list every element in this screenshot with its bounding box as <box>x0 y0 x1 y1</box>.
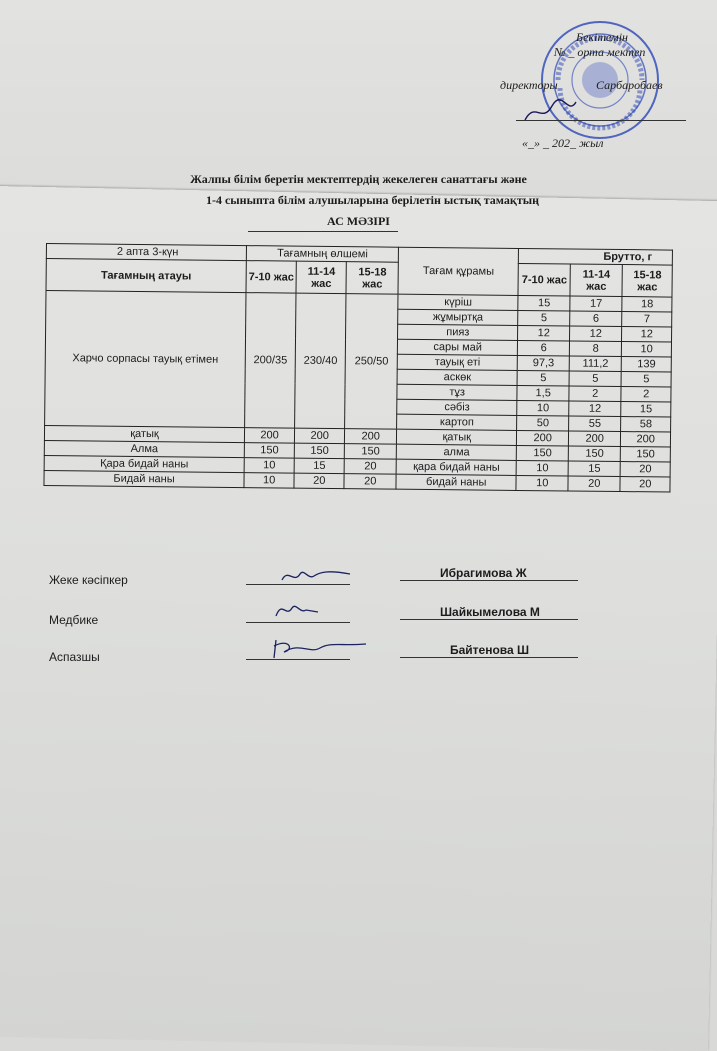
title-line-2: 1-4 сыныпта білім алушыларына берілетін ыстық тамақтың <box>205 193 539 207</box>
ingredient-value: 139 <box>621 357 671 373</box>
menu-table <box>43 243 673 493</box>
dish-portion: 150 <box>295 443 345 459</box>
dish-portion: 200 <box>295 428 345 444</box>
ingredient-value: 12 <box>569 401 621 417</box>
ingredient-value: 20 <box>620 477 670 493</box>
ingredient-value: 2 <box>621 387 671 403</box>
ingredient-value: 7 <box>622 312 672 328</box>
ingredient-value: 15 <box>568 461 620 477</box>
approval-line-1: Бекітемін <box>576 30 628 44</box>
measure-age-3: 15-18 жас <box>346 262 398 295</box>
dish-portion: 15 <box>294 458 344 474</box>
ingredient-value: 5 <box>569 371 621 387</box>
signature-name-cook: Байтенова Ш <box>450 643 530 657</box>
week-day-label: 2 апта 3-күн <box>46 244 246 261</box>
ingredient-value: 12 <box>570 326 622 342</box>
title-line-3: АС МӘЗІРІ <box>327 214 390 228</box>
ingredient-value: 200 <box>517 430 569 446</box>
signature-role-entrepreneur: Жеке кәсіпкер <box>49 573 128 587</box>
ingredient-value: 8 <box>570 341 622 357</box>
handwritten-signature-icon <box>278 564 353 588</box>
ingredient-value: 12 <box>518 325 570 341</box>
approval-line-3: директоры <box>500 78 558 92</box>
signature-line <box>400 657 578 658</box>
signature-name-entrepreneur: Ибрагимова Ж <box>440 566 527 580</box>
ingredient-name: алма <box>397 444 517 460</box>
dish-portion: 20 <box>294 473 344 489</box>
brutto-header: Брутто, г <box>519 248 673 265</box>
ingredient-name: жұмыртқа <box>398 309 518 325</box>
ingredient-value: 150 <box>620 447 670 463</box>
dish-name-header: Тағамның атауы <box>46 259 246 293</box>
ingredient-value: 6 <box>570 311 622 327</box>
ingredient-name: аскөк <box>397 369 517 385</box>
main-dish-portion-2: 230/40 <box>295 293 346 429</box>
ingredient-value: 17 <box>570 296 622 312</box>
dish-portion: 200 <box>345 429 397 445</box>
ingredient-value: 15 <box>518 295 570 311</box>
dish-portion: 10 <box>244 458 294 474</box>
main-dish-name: Харчо сорпасы тауық етімен <box>45 291 246 428</box>
ingredient-value: 1,5 <box>517 385 569 401</box>
dish-portion: 10 <box>244 473 294 489</box>
measure-header: Тағамның өлшемі <box>246 246 398 263</box>
approval-date: «_» _ 202_ жыл <box>522 136 604 150</box>
ingredient-value: 150 <box>568 446 620 462</box>
dish-name: Алма <box>44 440 244 457</box>
ingredient-value: 6 <box>518 340 570 356</box>
director-signature-icon <box>520 96 580 126</box>
ingredient-name: бидай наны <box>396 474 516 490</box>
signature-role-cook: Аспазшы <box>49 650 100 664</box>
ingredient-value: 10 <box>517 400 569 416</box>
ingredient-value: 200 <box>569 431 621 447</box>
ingredient-name: қатық <box>397 429 517 445</box>
ingredient-name: қара бидай наны <box>396 459 516 475</box>
ingredient-name: сәбіз <box>397 399 517 415</box>
ingredient-value: 10 <box>622 342 672 358</box>
dish-portion: 20 <box>344 474 396 490</box>
ingredient-value: 150 <box>516 445 568 461</box>
measure-age-1: 7-10 жас <box>246 261 297 294</box>
handwritten-signature-icon <box>270 636 370 662</box>
signature-line <box>400 580 578 581</box>
main-dish-portion-1: 200/35 <box>245 293 297 429</box>
ingredient-value: 200 <box>621 432 671 448</box>
dish-name: Қара бидай наны <box>44 455 244 472</box>
ingredient-name: күріш <box>398 294 518 310</box>
ingredient-name: сары май <box>398 339 518 355</box>
ingredient-value: 15 <box>621 402 671 418</box>
ingredient-value: 10 <box>516 460 568 476</box>
dish-portion: 200 <box>244 428 294 444</box>
ingredient-value: 97,3 <box>517 355 569 371</box>
ingredient-value: 58 <box>621 417 671 433</box>
ingredient-value: 20 <box>620 462 670 478</box>
dish-portion: 150 <box>345 444 397 460</box>
dish-portion: 150 <box>244 443 294 459</box>
signature-role-nurse: Медбике <box>49 613 99 627</box>
signature-line <box>400 619 578 620</box>
ingredient-value: 20 <box>568 476 620 492</box>
ingredient-value: 10 <box>516 475 568 491</box>
dish-name: Бидай наны <box>44 470 244 487</box>
main-dish-portion-3: 250/50 <box>345 294 398 430</box>
ingredient-value: 50 <box>517 415 569 431</box>
dish-portion: 20 <box>344 459 396 475</box>
ingredient-value: 5 <box>517 370 569 386</box>
ingredient-name: тұз <box>397 384 517 400</box>
brutto-age-3: 15-18 жас <box>622 265 672 298</box>
signature-line <box>246 622 350 623</box>
ingredient-value: 111,2 <box>569 356 621 372</box>
dish-name: қатық <box>44 425 244 442</box>
brutto-age-1: 7-10 жас <box>518 263 570 296</box>
measure-age-2: 11-14 жас <box>296 261 346 294</box>
ingredient-value: 2 <box>569 386 621 402</box>
ingredient-value: 12 <box>622 327 672 343</box>
ingredient-value: 55 <box>569 416 621 432</box>
title-line-1: Жалпы білім беретін мектептердің жекелеген санаттағы және <box>190 172 527 186</box>
ingredient-name: пияз <box>398 324 518 340</box>
handwritten-signature-icon <box>272 596 322 622</box>
approval-line-4: Сарбаробаев <box>596 78 663 92</box>
brutto-age-2: 11-14 жас <box>570 264 622 297</box>
approval-line-2: № _ орта мектеп <box>554 45 646 59</box>
title-underline <box>248 231 398 232</box>
ingredient-name: картоп <box>397 414 517 430</box>
signature-name-nurse: Шайкымелова М <box>440 605 540 619</box>
ingredient-value: 5 <box>518 310 570 326</box>
ingredient-name: тауық еті <box>397 354 517 370</box>
ingredient-value: 5 <box>621 372 671 388</box>
composition-header: Тағам құрамы <box>398 247 518 295</box>
ingredient-value: 18 <box>622 297 672 313</box>
